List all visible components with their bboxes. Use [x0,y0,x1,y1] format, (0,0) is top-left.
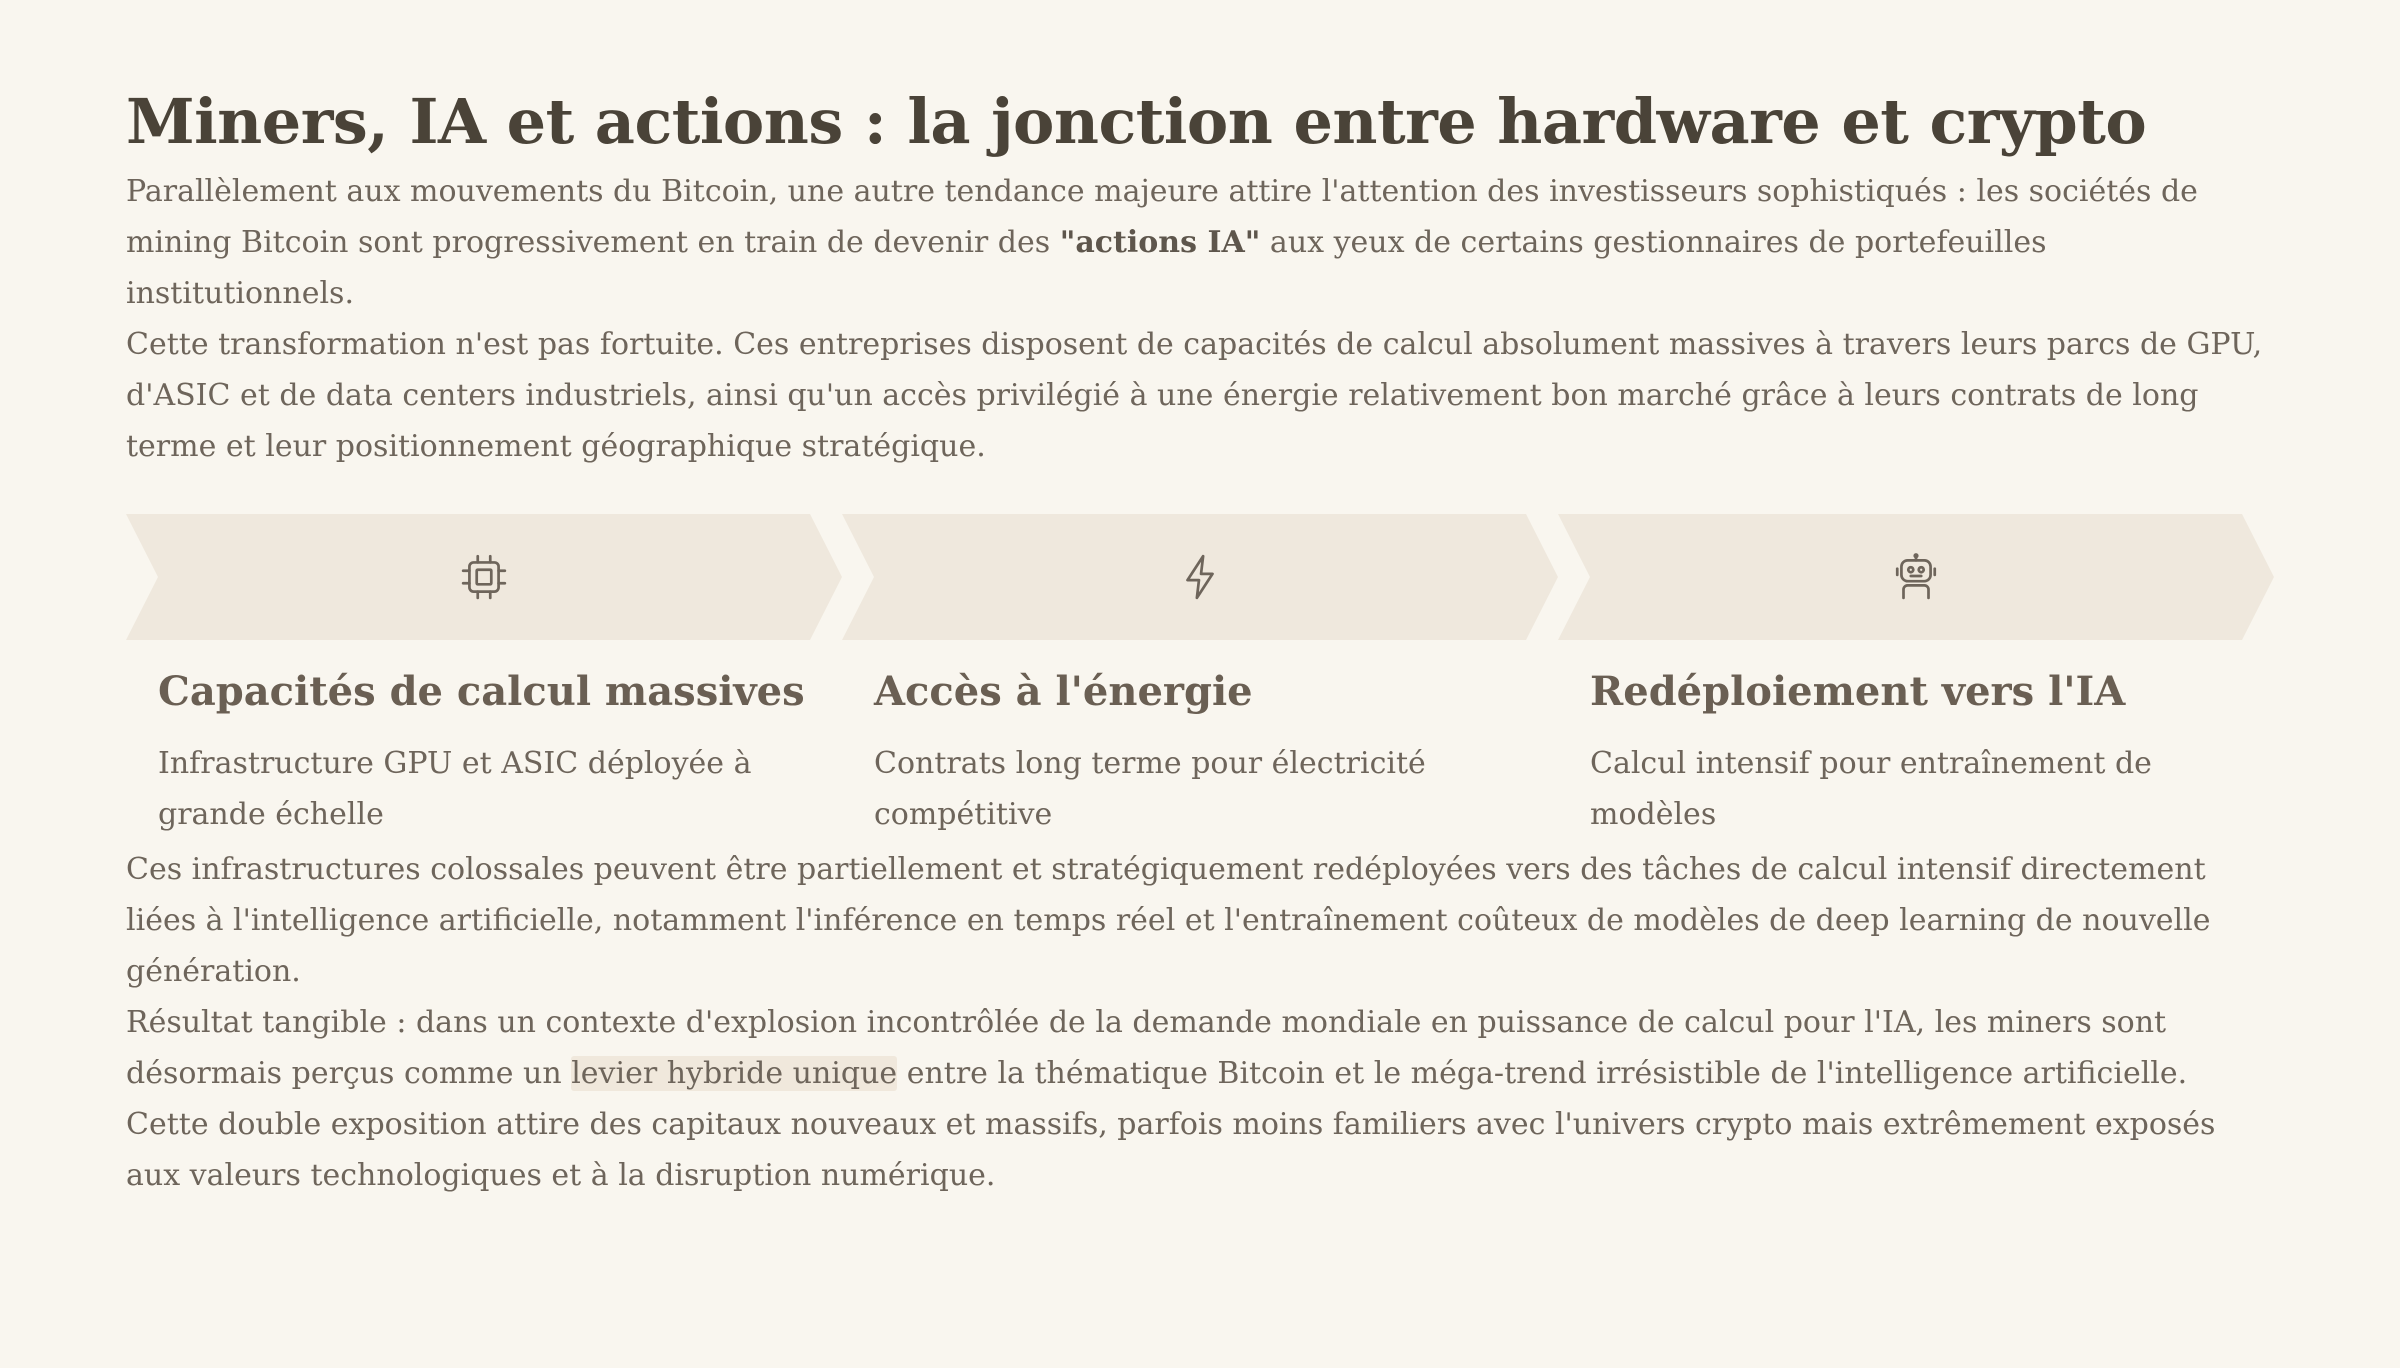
hybrid-lever-highlight: levier hybride unique [571,1056,898,1091]
actions-ia-emphasis: "actions IA" [1059,225,1261,260]
result-text-start: Résultat tangible : dans un contexte d'explosion incontrôlée de la demande mondiale en puissance de calcul pour l'IA, les miners sont désormais perçus comme un [126,1005,2167,1091]
step-description: Infrastructure GPU et ASIC déployée à grande échelle [158,746,752,832]
article [126,78,2274,1201]
result-text-end: entre la thématique Bitcoin et le méga-trend irrésistible de l'intelligence artificielle. Cette double exposition attire des capitaux nouveaux et massifs, parfois moins familiers avec l'univers crypto mais extrêmement exposés aux valeurs technologiques et à la disruption numérique. [126,1056,2216,1193]
intro-text-start: Parallèlement aux mouvements du Bitcoin, une autre tendance majeure attire l'attention des investisseurs sophistiqués : les sociétés de mining Bitcoin sont progressivement en train de devenir des [126,174,2198,260]
step-title: Capacités de calcul massives [158,668,805,715]
result-paragraph [126,997,2274,1201]
infrastructure-paragraph: Ces infrastructures colossales peuvent être partiellement et stratégiquement redéployées vers des tâches de calcul intensif directement liées à l'intelligence artificielle, notamment l'inférence en temps réel et l'entraînement coûteux de modèles de deep learning de nouvelle génération. [126,852,2211,989]
lightning-bolt-icon [1175,552,1225,602]
step-title: Accès à l'énergie [874,668,1253,715]
page-title: Miners, IA et actions : la jonction entre hardware et crypto [126,85,2147,158]
step-title: Redéploiement vers l'IA [1590,668,2126,715]
robot-icon [1891,552,1941,602]
step-description: Contrats long terme pour électricité compétitive [874,746,1426,832]
transformation-paragraph: Cette transformation n'est pas fortuite. Ces entreprises disposent de capacités de calcul absolument massives à travers leurs parcs de GPU, d'ASIC et de data centers industriels, ainsi qu'un accès privilégié à une énergie relativement bon marché grâce à leurs contrats de long terme et leur positionnement géographique stratégique. [126,327,2263,464]
cpu-chip-icon [459,552,509,602]
intro-text-end: aux yeux de certains gestionnaires de portefeuilles institutionnels. [126,225,2047,311]
intro-paragraph [126,166,2274,319]
step-description: Calcul intensif pour entraînement de modèles [1590,746,2152,832]
process-steps [126,514,2274,844]
